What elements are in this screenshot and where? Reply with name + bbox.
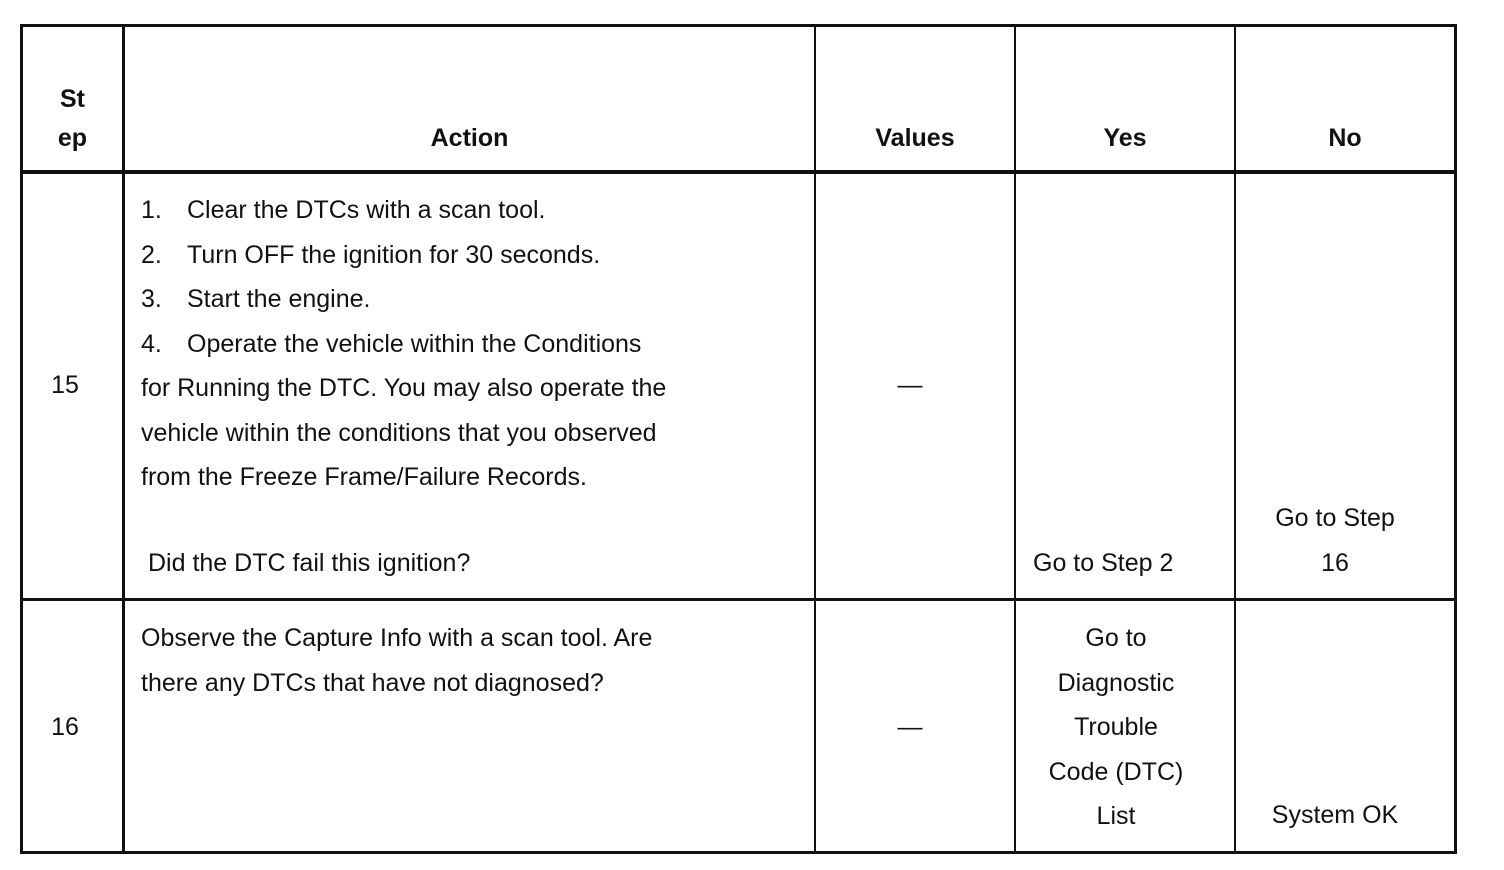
step-number: 4. [141, 329, 162, 358]
yes-line: Code (DTC) [1048, 757, 1184, 786]
step-text: Turn OFF the ignition for 30 seconds. [187, 240, 601, 269]
header-values: Values [875, 124, 955, 152]
step-number: 3. [141, 285, 162, 313]
header-step: St ep [57, 85, 88, 152]
yes-line: Go to [1085, 624, 1147, 652]
yes-line: List [1096, 802, 1136, 830]
row-16-yes [1016, 616, 1216, 839]
step-number: 1. [141, 196, 162, 224]
table-border-right [1454, 24, 1457, 854]
row-16-action [141, 616, 811, 705]
row-15-no [1236, 496, 1434, 585]
continuation-line: vehicle within the conditions that you observed [141, 418, 657, 447]
list-item [141, 277, 811, 322]
row-16-no: System OK [1271, 801, 1399, 829]
header-yes: Yes [1103, 124, 1147, 152]
list-item [141, 233, 811, 278]
row-15-values: — [897, 371, 923, 399]
continuation-line: from the Freeze Frame/Failure Records. [141, 463, 587, 491]
table-border-top [20, 24, 1457, 27]
yes-line: Trouble [1074, 713, 1158, 741]
no-line: 16 [1321, 548, 1349, 577]
step-text: Clear the DTCs with a scan tool. [187, 196, 546, 224]
action-line: there any DTCs that have not diagnosed? [141, 668, 604, 697]
list-item [141, 188, 811, 233]
row-16-values: — [897, 713, 923, 741]
header-action: Action [430, 124, 509, 152]
row-15-question: Did the DTC fail this ignition? [148, 549, 471, 577]
row-16-step: 16 [51, 713, 79, 741]
row-15-yes: Go to Step 2 [1033, 549, 1174, 577]
step-text: Operate the vehicle within the Conditions [187, 329, 642, 358]
yes-line: Diagnostic [1057, 668, 1175, 697]
row-15-step: 15 [51, 371, 79, 399]
action-line: Observe the Capture Info with a scan tool. Are [141, 624, 653, 652]
step-text: Start the engine. [187, 285, 371, 313]
header-no: No [1328, 124, 1362, 152]
list-item [141, 322, 811, 367]
continuation-line: for Running the DTC. You may also operate the [141, 374, 667, 402]
table-border-bottom [20, 851, 1457, 854]
row-15-action [141, 188, 811, 500]
row-separator [20, 598, 1457, 601]
no-line: Go to Step [1275, 504, 1395, 532]
header-separator [20, 170, 1457, 174]
step-number: 2. [141, 240, 162, 269]
